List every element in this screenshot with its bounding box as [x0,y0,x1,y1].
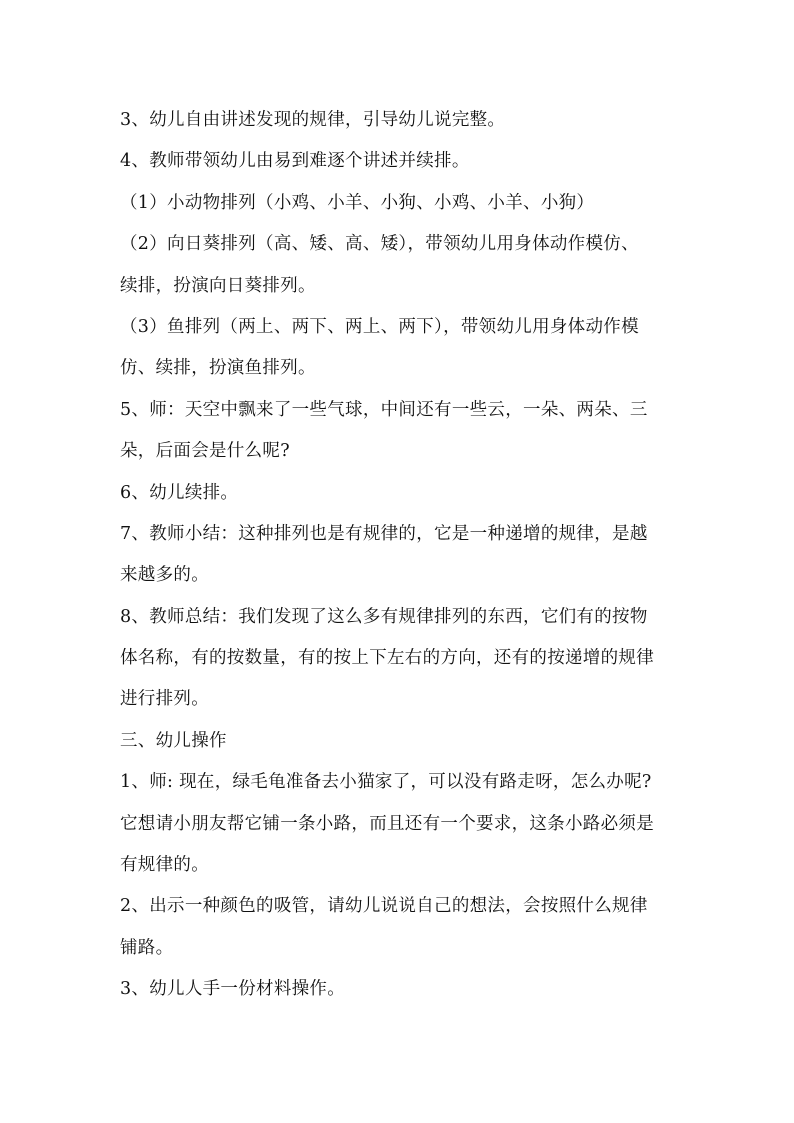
text-line: 7、教师小结：这种排列也是有规律的，它是一种递增的规律，是越 [120,523,648,544]
text-line: 6、幼儿续排。 [120,482,239,503]
text-line: 续排，扮演向日葵排列。 [120,275,316,296]
text-line: 体名称，有的按数量，有的按上下左右的方向，还有的按递增的规律 [120,648,654,669]
document-body [120,100,680,1011]
text-line: 进行排列。 [120,689,209,710]
text-line: 5、师：天空中飘来了一些气球，中间还有一些云，一朵、两朵、三 [120,399,648,420]
text-line: 3、幼儿人手一份材料操作。 [120,979,346,1000]
text-line: 铺路。 [120,937,174,958]
text-line: 2、出示一种颜色的吸管，请幼儿说说自己的想法，会按照什么规律 [120,896,648,917]
text-line: （2）向日葵排列（高、矮、高、矮），带领幼儿用身体动作模仿、 [120,234,639,255]
text-line: （1）小动物排列（小鸡、小羊、小狗、小鸡、小羊、小狗） [120,192,595,213]
text-line: 它想请小朋友帮它铺一条小路，而且还有一个要求，这条小路必须是 [120,813,654,834]
text-line: 1、师: 现在，绿毛龟准备去小猫家了，可以没有路走呀，怎么办呢? [120,772,652,793]
text-line: 仿、续排，扮演鱼排列。 [120,358,316,379]
text-line: 朵，后面会是什么呢? [120,441,290,462]
text-line: （3）鱼排列（两上、两下、两上、两下），带领幼儿用身体动作模 [120,316,639,337]
text-line: 3、幼儿自由讲述发现的规律，引导幼儿说完整。 [120,110,506,130]
section-heading: 三、幼儿操作 [120,730,227,751]
text-line: 8、教师总结：我们发现了这么多有规律排列的东西，它们有的按物 [120,606,648,627]
text-line: 来越多的。 [120,565,209,586]
text-line: 有规律的。 [120,855,209,876]
text-line: 4、教师带领幼儿由易到难逐个讲述并续排。 [120,151,470,172]
